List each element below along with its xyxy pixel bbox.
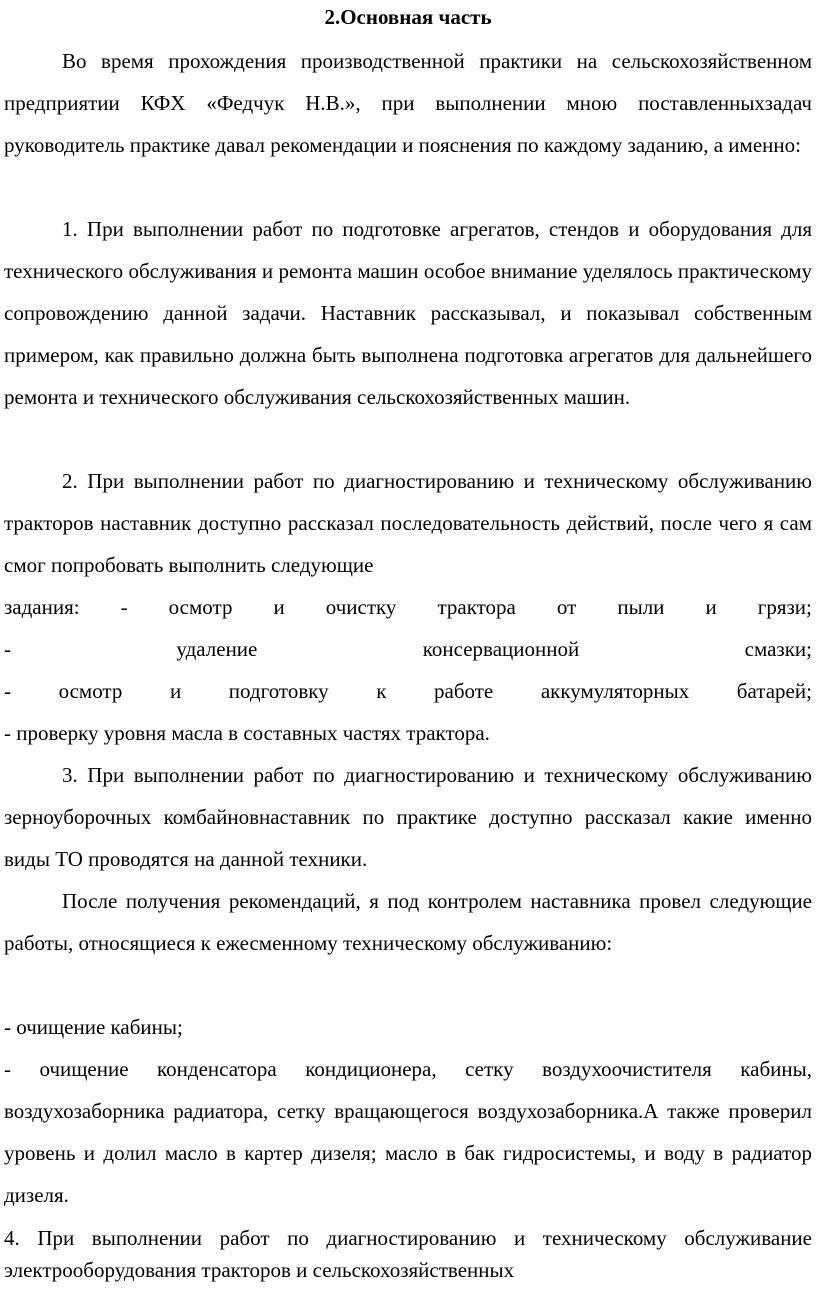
task-word: удаление: [176, 637, 258, 661]
item-3-paragraph: 3. При выполнении работ по диагностированию и техническому обслуживанию зерноуборочных комбайновнаставник по практике доступно рассказал какие именно виды ТО проводятся на данной техники.: [4, 763, 812, 871]
task-word: и: [169, 679, 182, 703]
task-list-line-3: [4, 670, 812, 712]
task-word: подготовку: [228, 679, 329, 703]
task-word: аккумуляторных: [540, 679, 690, 703]
task-word: -: [120, 595, 128, 619]
item-1-paragraph: 1. При выполнении работ по подготовке агрегатов, стендов и оборудования для технического обслуживания и ремонта машин особое внимание уделялось практическому сопровождению данной задачи. Наставник рассказывал, и показывал собственным примером, как правильно должна быть выполнена подготовка агрегатов для дальнейшего ремонта и технического обслуживания сельскохозяйственных машин.: [4, 217, 812, 409]
task-word: осмотр: [58, 679, 123, 703]
task-word: от: [556, 595, 577, 619]
task-word: батарей;: [736, 679, 812, 703]
task-list-line-1: [4, 586, 812, 628]
task-word: работе: [434, 679, 494, 703]
task-list-line-2: [4, 628, 812, 670]
section-heading: 2.Основная часть: [324, 5, 492, 29]
item-4-paragraph: 4. При выполнении работ по диагностированию и техническому обслуживание электрооборудования тракторов и сельскохозяйственных: [4, 1226, 812, 1282]
task-word: трактора: [437, 595, 516, 619]
task-word: и: [273, 595, 285, 619]
condenser-cleaning-paragraph: - очищение конденсатора кондиционера, сетку воздухоочистителя кабины, воздухозаборника радиатора, сетку вращающегося воздухозаборника.А также проверил уровень и долил масло в картер дизеля; масло в бак гидросистемы, и воду в радиатор дизеля.: [4, 1057, 812, 1207]
task-word: грязи;: [757, 595, 812, 619]
intro-paragraph: Во время прохождения производственной практики на сельскохозяйственном предприятии КФХ «Федчук Н.В.», при выполнении мною поставленныхзадач руководитель практике давал рекомендации и пояснения по каждому заданию, а именно:: [4, 49, 812, 157]
task-word: очистку: [325, 595, 397, 619]
task-word: консервационной: [422, 637, 580, 661]
task-word: к: [376, 679, 387, 703]
task-word: пыли: [617, 595, 665, 619]
cabin-cleaning-line: - очищение кабины;: [4, 1015, 183, 1039]
task-word: смазки;: [744, 637, 812, 661]
task-word: -: [4, 637, 11, 661]
after-recommendations-paragraph: После получения рекомендаций, я под контролем наставника провел следующие работы, относящиеся к ежесменному техническому обслуживанию:: [4, 889, 812, 955]
task-word: осмотр: [168, 595, 233, 619]
task-list-line-4: - проверку уровня масла в составных частях трактора.: [4, 721, 490, 745]
task-word: задания:: [4, 595, 80, 619]
item-2-paragraph: 2. При выполнении работ по диагностированию и техническому обслуживанию тракторов наставник доступно рассказал последовательность действий, после чего я сам смог попробовать выполнить следующие: [4, 469, 812, 577]
task-word: -: [4, 679, 11, 703]
task-word: и: [705, 595, 717, 619]
